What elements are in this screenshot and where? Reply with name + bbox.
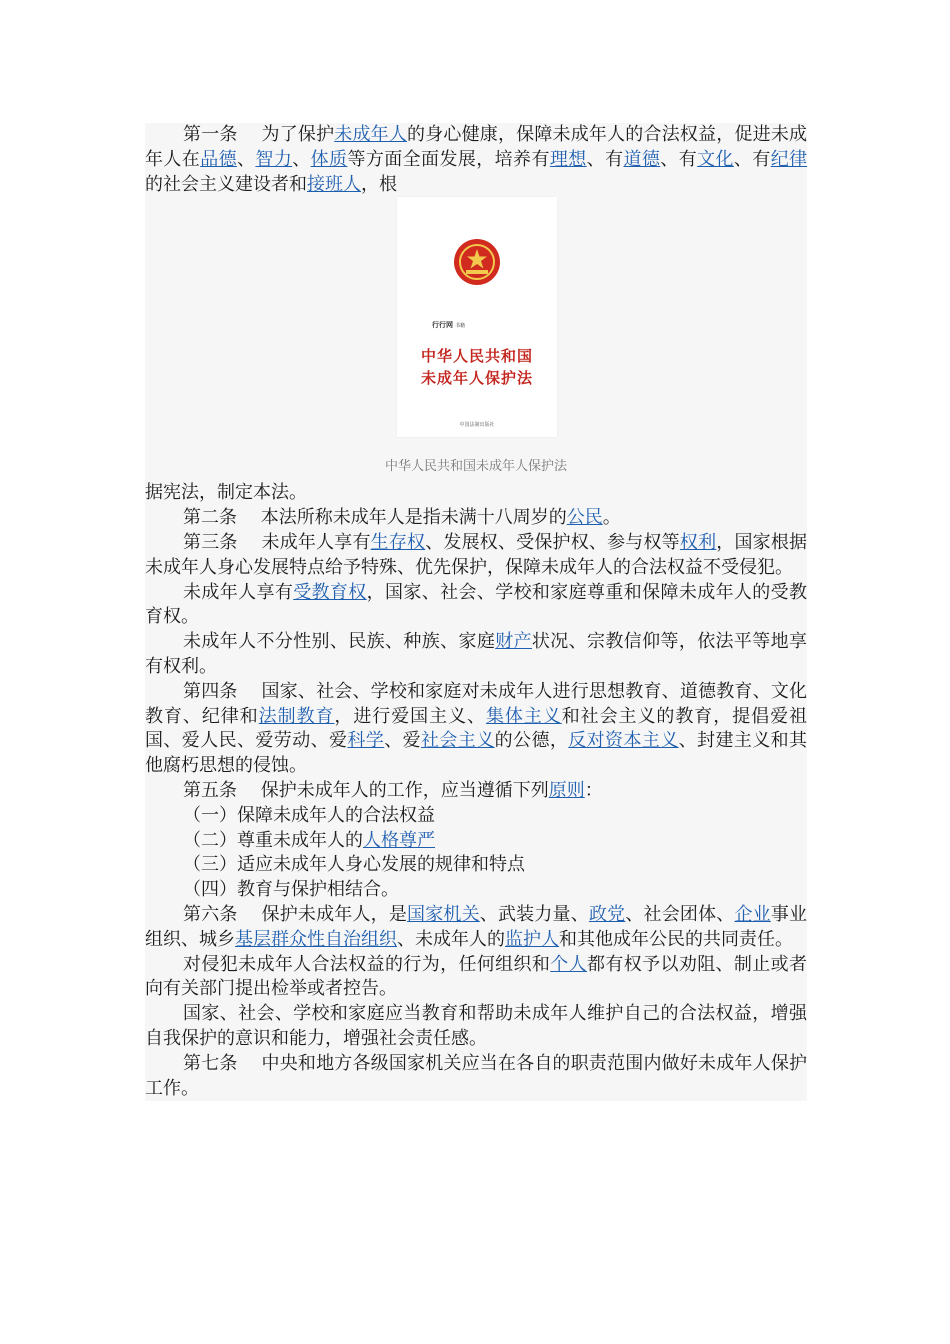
article-6-paragraph-3: 国家、社会、学校和家庭应当教育和帮助未成年人维护自己的合法权益，增强自我保护的意识和能力，增强社会责任感。: [145, 1003, 807, 1049]
text: 和社会主义的教育，提倡爱祖国、爱人民、爱劳动、爱: [145, 705, 808, 752]
article-label: 第三条: [183, 531, 238, 553]
text: 未成年人不分性别、民族、种族、家庭: [183, 631, 496, 653]
link-legal-education[interactable]: 法制教育: [258, 705, 335, 727]
article-6-paragraph-2: [145, 953, 807, 1003]
text: 、有: [733, 148, 771, 170]
text: ，国家根据未成年人身心发展特点给予特殊、优先保护，保障未成年人的合法权益不受侵犯。: [145, 531, 808, 578]
link-morality[interactable]: 品德: [200, 148, 238, 170]
link-science[interactable]: 科学: [347, 730, 385, 752]
link-property[interactable]: 财产: [495, 631, 532, 653]
text: 状况、宗教信仰等，依法平等地享有权利。: [145, 631, 808, 677]
text: ，进行爱国主义、: [334, 705, 486, 727]
link-individual[interactable]: 个人: [550, 953, 588, 975]
link-state-organs[interactable]: 国家机关: [407, 903, 480, 925]
press-name: 中国法制出版社: [459, 422, 495, 429]
text: 事业组织、城乡: [145, 903, 808, 950]
link-ideal[interactable]: 理想: [549, 148, 587, 170]
link-personal-dignity[interactable]: 人格尊严: [363, 829, 435, 851]
publisher-name: 行行网: [432, 321, 453, 330]
link-discipline[interactable]: 纪律: [770, 148, 808, 170]
text: 未成年人享有: [183, 581, 294, 603]
text: 国家、社会、学校和家庭对未成年人进行思想教育、道德教育、文化教育、纪律和: [145, 680, 808, 727]
link-enterprise[interactable]: 企业: [734, 903, 771, 925]
text: 为了保护: [261, 124, 335, 145]
text: 本法所称未成年人是指未满十八周岁的: [260, 507, 567, 529]
figure-caption: 中华人民共和国未成年人保护法: [384, 459, 567, 475]
article-5-item-2: [145, 829, 807, 854]
link-right-to-life[interactable]: 生存权: [370, 531, 426, 553]
text: 、封建主义和其他腐朽思想的侵蚀。: [145, 730, 808, 777]
article-label: 第七条: [183, 1052, 238, 1074]
link-citizen[interactable]: 公民: [566, 507, 603, 529]
text: ：: [584, 779, 603, 801]
text: 对侵犯未成年人合法权益的行为，任何组织和: [183, 953, 551, 975]
cover-title-line2: 未成年人保护法: [420, 369, 533, 388]
text: 、: [237, 148, 256, 170]
article-label: 第一条: [183, 124, 238, 145]
article-5-item-4: （四）教育与保护相结合。: [183, 879, 399, 901]
national-emblem-icon: [452, 237, 502, 287]
document-body: [145, 123, 807, 1101]
text: 的社会主义建设者和: [145, 173, 307, 195]
text: ，根: [361, 173, 397, 195]
link-minor[interactable]: 未成年人: [334, 124, 408, 145]
text: 的身心健康，保障未成年人的合法权益，促进未成年人在: [145, 124, 808, 170]
text: 等方面全面发展，培养有: [347, 148, 550, 170]
text: 、武装力量、: [479, 903, 589, 925]
text: 、爱: [384, 730, 422, 752]
link-socialism[interactable]: 社会主义: [421, 730, 495, 752]
article-2: [145, 506, 807, 531]
text: 、发展权、受保护权、参与权等: [425, 531, 680, 553]
link-anti-capitalism[interactable]: 反对资本主义: [568, 730, 679, 752]
article-label: 第五条: [183, 779, 237, 801]
link-right-to-education[interactable]: 受教育权: [293, 581, 367, 603]
article-4: [145, 680, 807, 779]
link-physique[interactable]: 体质: [310, 148, 348, 170]
text: ，国家、社会、学校和家庭尊重和保障未成年人的受教育权。: [145, 581, 808, 628]
article-label: 第二条: [183, 507, 237, 529]
link-grassroots-organization[interactable]: 基层群众性自治组织: [235, 928, 397, 950]
text: 、有: [586, 148, 624, 170]
text: 、未成年人的: [397, 928, 505, 950]
cover-title-line1: 中华人民共和国: [420, 347, 533, 366]
publisher-logo: [432, 313, 465, 339]
article-6: [145, 903, 807, 953]
link-rights[interactable]: 权利: [679, 531, 717, 553]
article-3-paragraph-3: [145, 630, 807, 680]
text: 都有权予以劝阻、制止或者向有关部门提出检举或者控告。: [145, 953, 808, 1000]
link-political-party[interactable]: 政党: [588, 903, 626, 925]
article-5-item-3: （三）适应未成年人身心发展的规律和特点: [183, 854, 525, 876]
article-1-continued: 据宪法，制定本法。: [145, 482, 307, 504]
article-1: [145, 123, 807, 197]
text: 、社会团体、: [625, 903, 735, 925]
article-7: [145, 1052, 807, 1102]
publisher-suffix: 书籍: [455, 323, 466, 330]
link-culture[interactable]: 文化: [697, 148, 734, 170]
link-collectivism[interactable]: 集体主义: [485, 705, 562, 727]
link-principles[interactable]: 原则: [548, 779, 585, 801]
text: 未成年人享有: [261, 531, 371, 553]
text: 、: [292, 148, 311, 170]
article-label: 第四条: [183, 680, 238, 702]
article-5-item-1: （一）保障未成年人的合法权益: [183, 804, 435, 826]
link-intelligence[interactable]: 智力: [255, 148, 293, 170]
text: 、有: [660, 148, 698, 170]
text: （二）尊重未成年人的: [183, 829, 363, 851]
book-figure: [145, 197, 807, 481]
text: 中央和地方各级国家机关应当在各自的职责范围内做好未成年人保护工作。: [145, 1052, 808, 1099]
link-guardian[interactable]: 监护人: [505, 928, 559, 950]
article-3: [145, 531, 807, 581]
text: 。: [602, 507, 621, 529]
article-5: [145, 779, 807, 804]
text: 保护未成年人，是: [261, 903, 408, 925]
article-3-paragraph-2: [145, 581, 807, 631]
link-ethics[interactable]: 道德: [623, 148, 661, 170]
text: 和其他成年公民的共同责任。: [559, 928, 793, 950]
link-successor[interactable]: 接班人: [307, 173, 361, 195]
book-cover-image[interactable]: [397, 197, 557, 437]
article-label: 第六条: [183, 903, 238, 925]
text: 保护未成年人的工作，应当遵循下列: [260, 779, 549, 801]
text: 的公德，: [494, 730, 569, 752]
